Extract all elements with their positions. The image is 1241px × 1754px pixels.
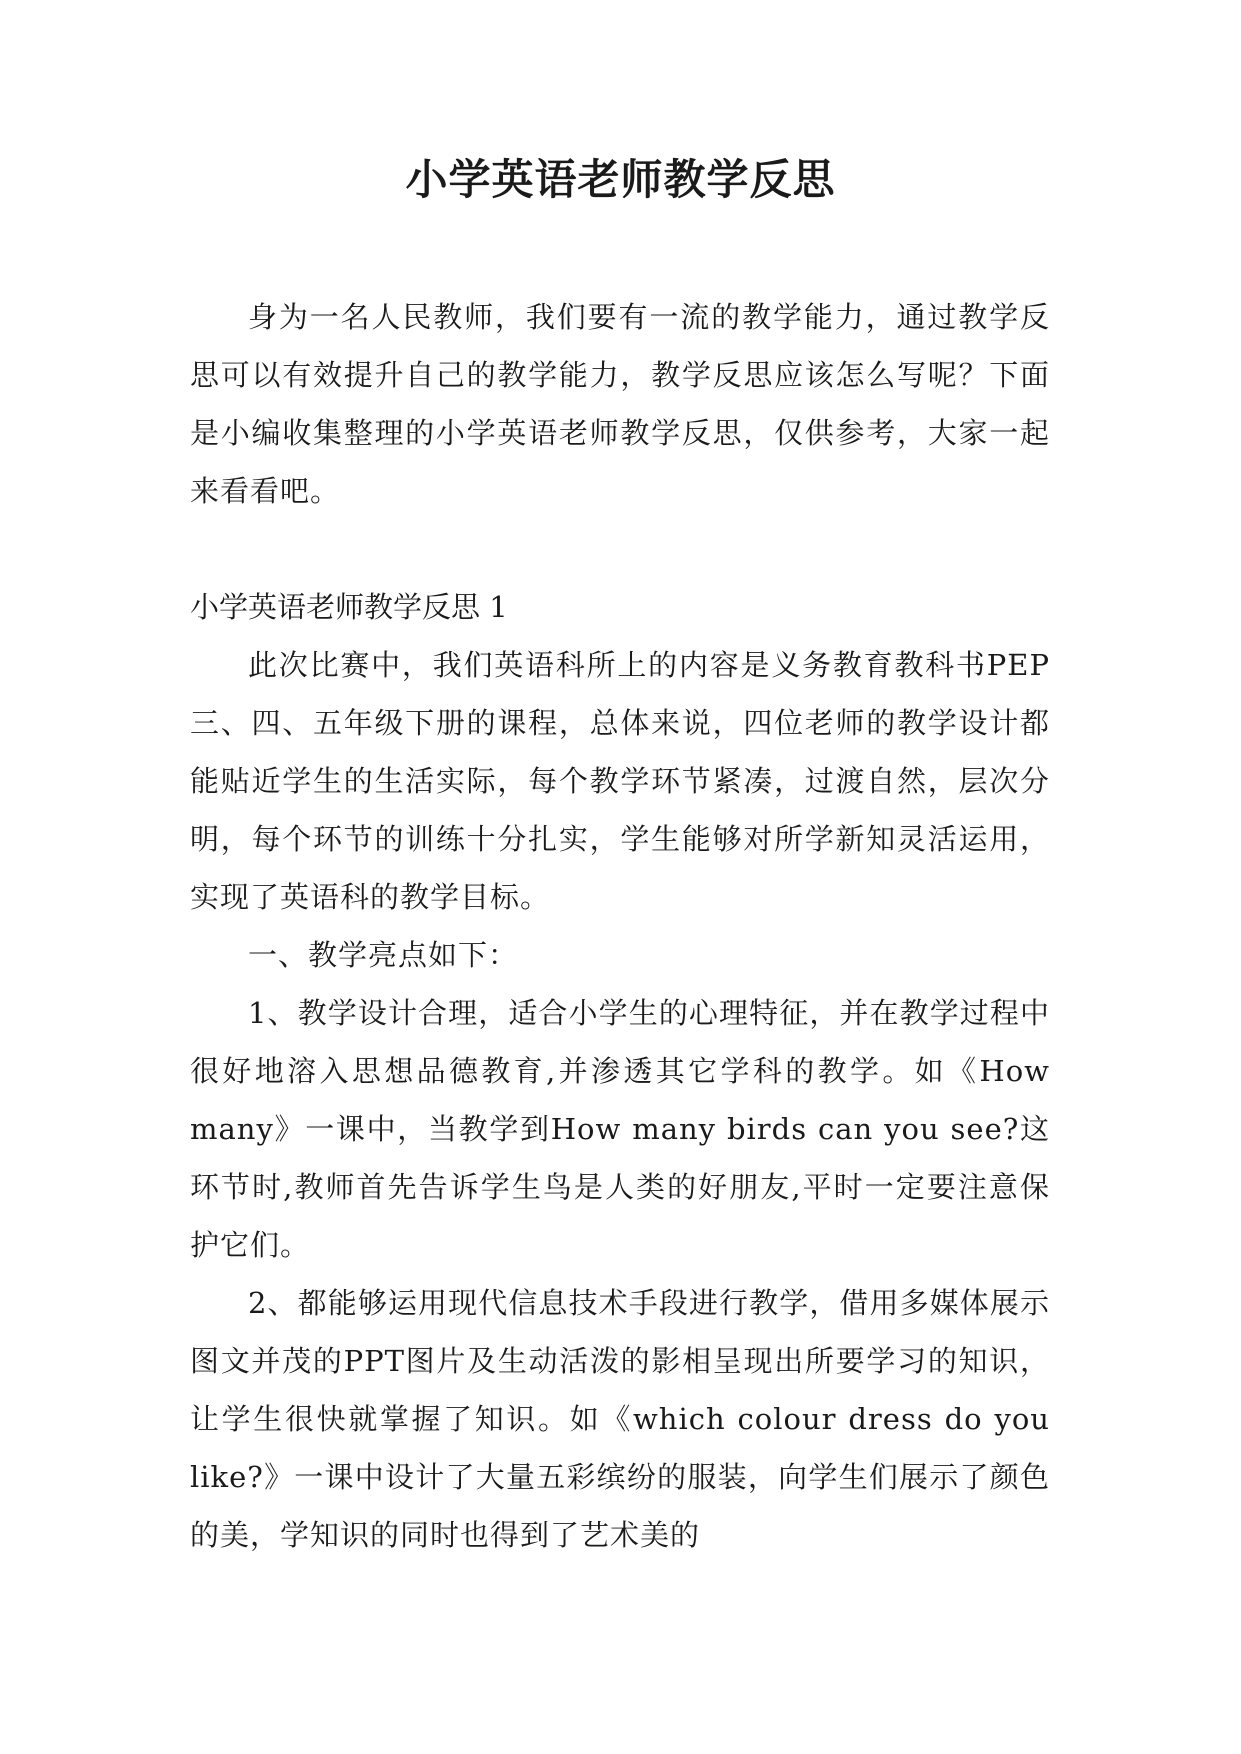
- body-paragraph: 此次比赛中，我们英语科所上的内容是义务教育教科书PEP 三、四、五年级下册的课程，总体来说，四位老师的教学设计都能贴近学生的生活实际，每个教学环节紧凑，过渡自然，层次分明，每个环节的训练十分扎实，学生能够对所学新知灵活运用，实现了英语科的教学目标。: [190, 648, 1050, 914]
- intro-paragraph: 身为一名人民教师，我们要有一流的教学能力，通过教学反思可以有效提升自己的教学能力，教学反思应该怎么写呢？下面是小编收集整理的小学英语老师教学反思，仅供参考，大家一起来看看吧。: [190, 300, 1050, 508]
- document-title: 小学英语老师教学反思: [405, 155, 836, 204]
- subheading-paragraph: 一、教学亮点如下：: [248, 938, 519, 972]
- body-paragraph: 1、教学设计合理，适合小学生的心理特征，并在教学过程中很好地溶入思想品德教育,并渗透其它学科的教学。如《How many》一课中，当教学到How many birds can you see?这环节时,教师首先告诉学生鸟是人类的好朋友,平时一定要注意保护它们。: [190, 996, 1050, 1262]
- body-paragraph: 2、都能够运用现代信息技术手段进行教学，借用多媒体展示图文并茂的PPT图片及生动活泼的影相呈现出所要学习的知识，让学生很快就掌握了知识。如《which colour dress do you like?》一课中设计了大量五彩缤纷的服装，向学生们展示了颜色的美，学知识的同时也得到了艺术美的: [190, 1286, 1050, 1552]
- section-heading: 小学英语老师教学反思 1: [190, 590, 508, 624]
